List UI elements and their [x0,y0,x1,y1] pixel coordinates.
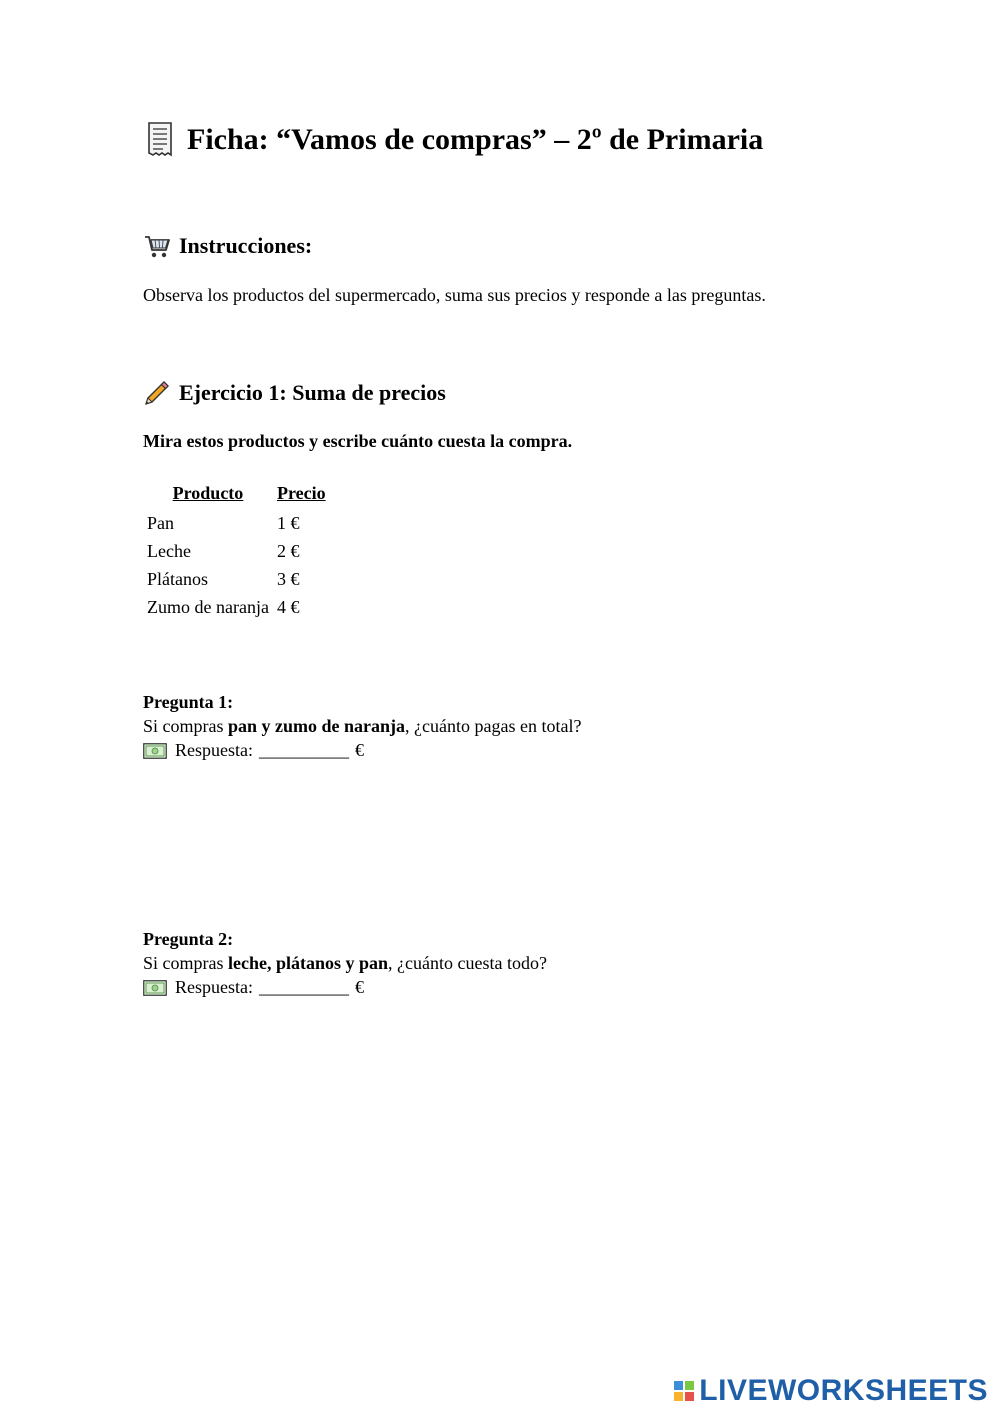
receipt-icon [143,120,177,160]
price-cell: 3 € [276,568,300,589]
liveworksheets-logo-icon [673,1380,695,1402]
question-2-label: Pregunta 2: [143,929,234,949]
question-2-text-bold: leche, plátanos y pan [228,953,389,973]
answer-label: Respuesta: [175,977,253,997]
table-row [143,537,330,565]
column-header-price: Precio [276,482,326,503]
question-2-text-after: , ¿cuánto cuesta todo? [388,953,547,973]
question-1-text-bold: pan y zumo de naranja [228,716,406,736]
product-cell: Leche [147,540,191,561]
page-title [143,120,763,160]
table-row [143,509,330,537]
shopping-cart-icon [143,232,171,260]
pencil-icon [143,379,171,407]
question-1 [143,690,581,761]
answer-blank[interactable]: __________ [259,740,349,760]
instructions-heading [143,232,312,260]
instructions-heading-text: Instrucciones: [179,233,313,258]
question-2-text-before: Si compras [143,953,228,973]
product-cell: Zumo de naranja [147,596,269,617]
price-table-wrapper [143,481,330,621]
answer-unit: € [355,977,364,997]
answer-label: Respuesta: [175,740,253,760]
product-cell: Pan [147,512,174,533]
question-2-text [143,951,547,975]
money-icon [143,980,167,996]
price-cell: 4 € [276,596,300,617]
price-cell: 1 € [276,512,300,533]
column-header-product: Producto [172,482,244,503]
answer-unit: € [355,740,364,760]
instructions-text: Observa los productos del supermercado, suma sus precios y responde a las preguntas. [143,285,766,305]
table-row [143,593,330,621]
question-1-answer [143,740,581,761]
exercise1-prompt: Mira estos productos y escribe cuánto cuesta la compra. [143,431,573,451]
price-table [143,481,330,621]
price-table-header [143,481,330,509]
table-row [143,565,330,593]
money-icon [143,743,167,759]
question-1-text-before: Si compras [143,716,228,736]
price-cell: 2 € [276,540,300,561]
question-2-answer [143,977,547,998]
liveworksheets-logo [673,1374,988,1408]
exercise1-heading [143,379,446,407]
product-cell: Plátanos [147,568,208,589]
title-text: Ficha: “Vamos de compras” – 2º de Primaria [187,123,764,156]
question-2 [143,927,547,998]
question-1-label: Pregunta 1: [143,692,234,712]
question-1-text [143,714,581,738]
exercise1-heading-text: Ejercicio 1: Suma de precios [179,380,446,405]
liveworksheets-logo-text: LIVEWORKSHEETS [699,1374,988,1407]
answer-blank[interactable]: __________ [259,977,349,997]
question-1-text-after: , ¿cuánto pagas en total? [405,716,582,736]
